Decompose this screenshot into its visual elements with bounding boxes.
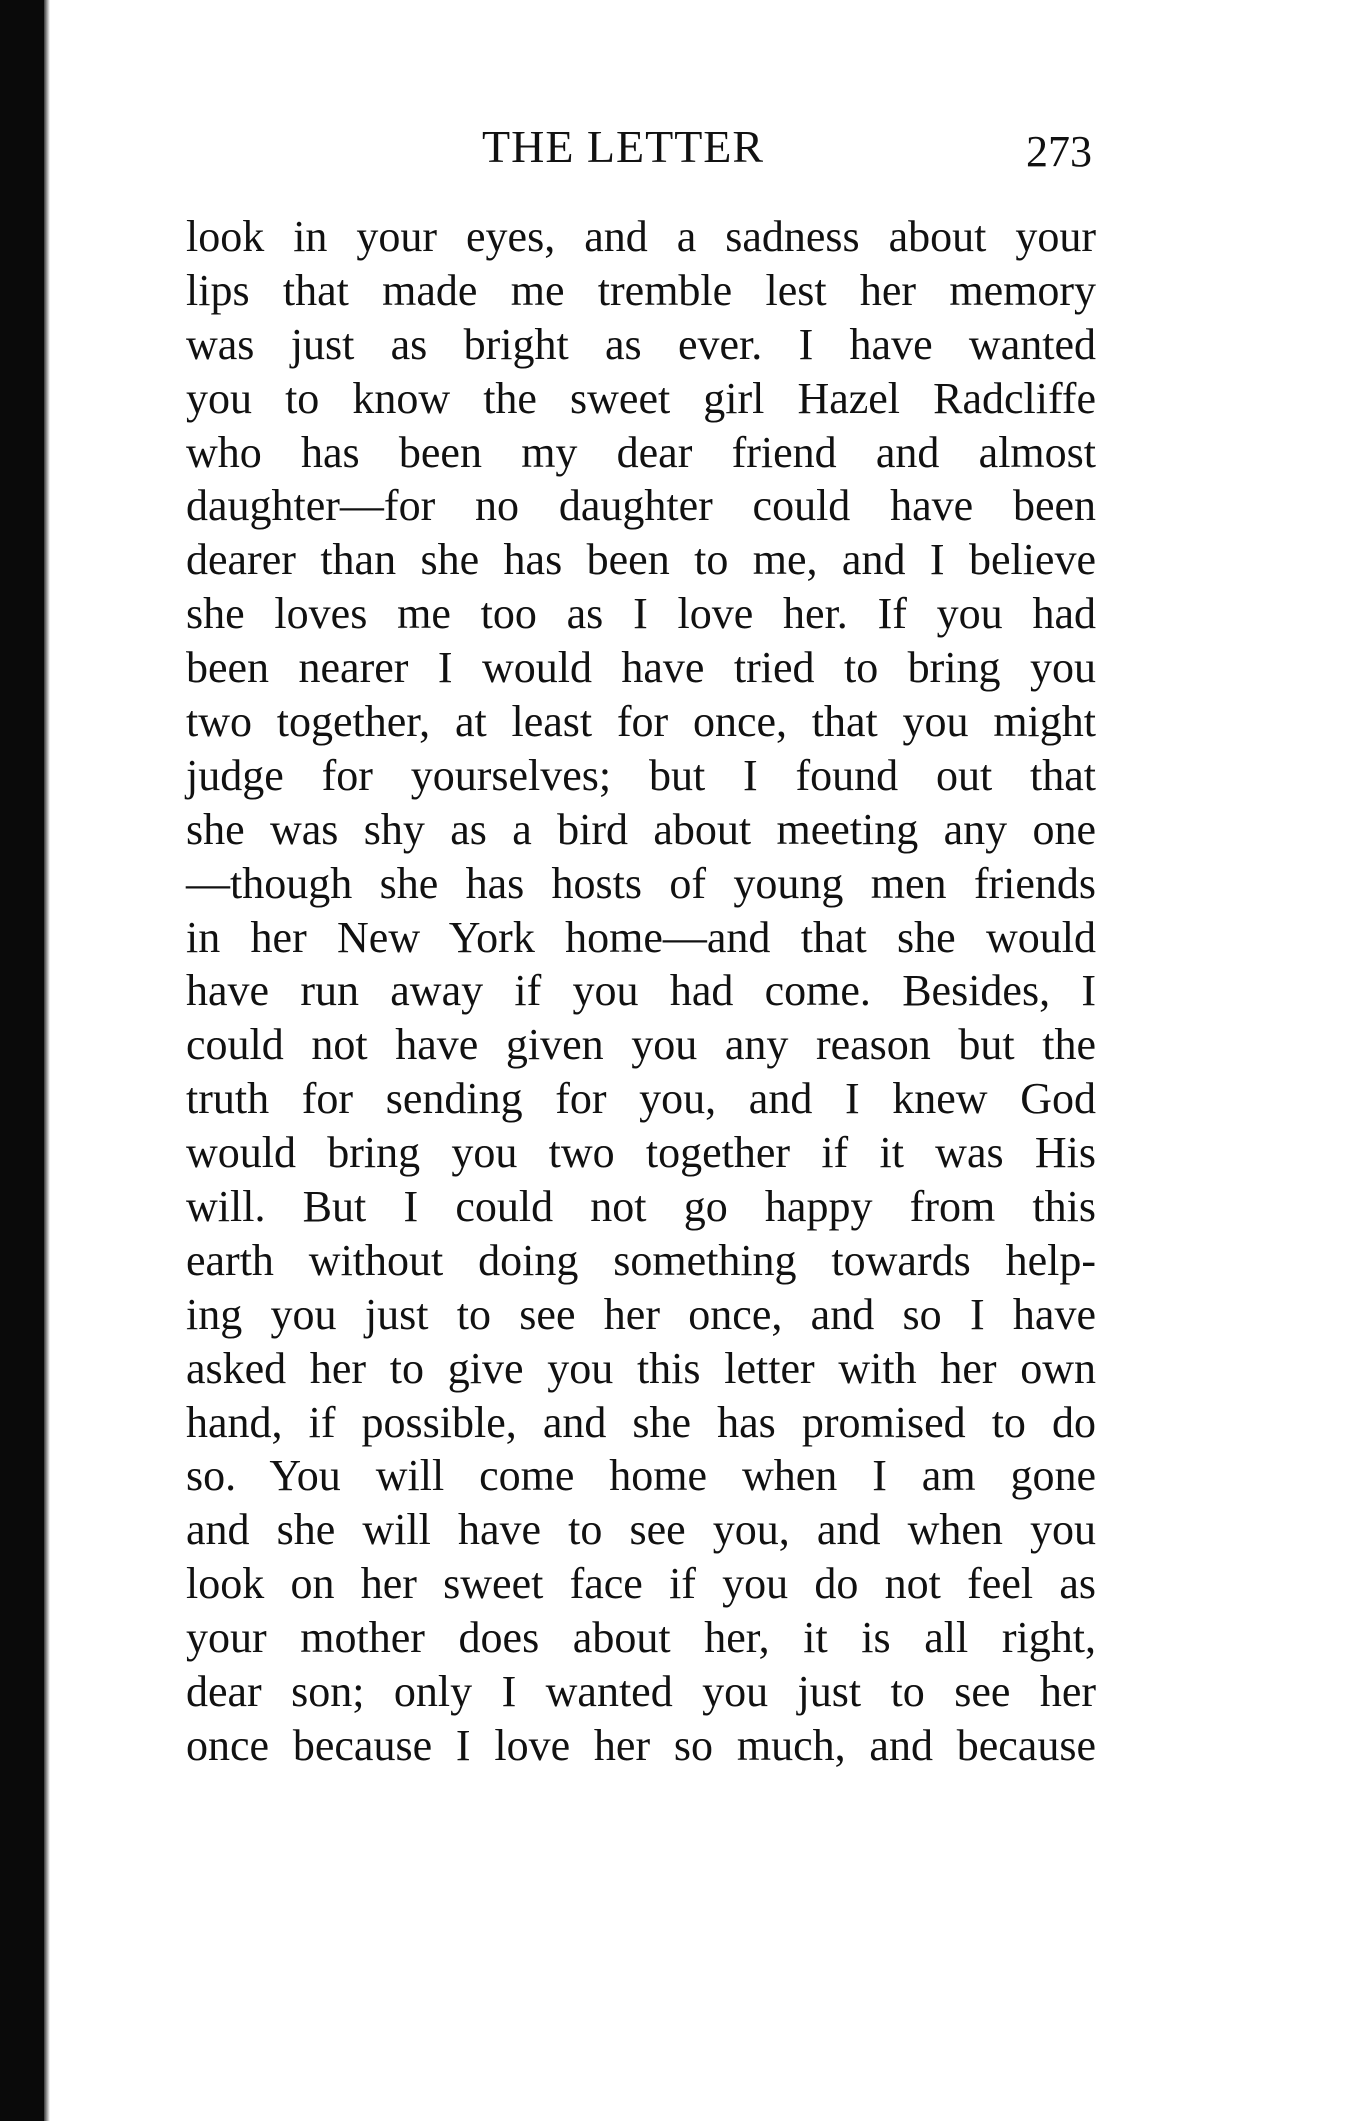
text-line: could not have given you any reason but the <box>186 1020 1096 1070</box>
text-line: you to know the sweet girl Hazel Radcliffe <box>186 373 1096 423</box>
text-line: and she will have to see you, and when you <box>186 1505 1096 1555</box>
running-title: THE LETTER <box>482 121 765 172</box>
text-line: dear son; only I wanted you just to see her <box>186 1667 1096 1717</box>
text-line: she loves me too as I love her. If you had <box>186 589 1096 639</box>
text-line: look in your eyes, and a sadness about your <box>186 212 1096 261</box>
text-line: who has been my dear friend and almost <box>186 427 1096 477</box>
text-line: would bring you two together if it was His <box>186 1128 1096 1178</box>
text-line: been nearer I would have tried to bring you <box>186 643 1096 693</box>
text-line: she was shy as a bird about meeting any one <box>186 804 1096 854</box>
text-line: dearer than she has been to me, and I believe <box>186 535 1096 585</box>
text-line: daughter—for no daughter could have been <box>186 481 1096 531</box>
text-line: asked her to give you this letter with her own <box>186 1343 1096 1393</box>
text-line: have run away if you had come. Besides, I <box>186 966 1096 1016</box>
running-header <box>186 120 1096 180</box>
text-line: your mother does about her, it is all right, <box>186 1613 1096 1663</box>
text-line: ing you just to see her once, and so I have <box>186 1289 1096 1339</box>
page-number: 273 <box>1026 127 1092 176</box>
text-line: was just as bright as ever. I have wanted <box>186 319 1096 369</box>
book-binding-edge <box>44 0 50 2121</box>
text-line: earth without doing something towards help- <box>186 1235 1096 1285</box>
text-line: once because I love her so much, and because <box>186 1720 1096 1770</box>
body-text <box>186 210 1096 1773</box>
text-line: lips that made me tremble lest her memory <box>186 265 1096 315</box>
text-line: two together, at least for once, that you might <box>186 697 1096 747</box>
text-line: truth for sending for you, and I knew God <box>186 1074 1096 1124</box>
text-line: —though she has hosts of young men friends <box>186 858 1096 908</box>
text-line: will. But I could not go happy from this <box>186 1182 1096 1232</box>
text-line: judge for yourselves; but I found out that <box>186 750 1096 800</box>
text-line: so. You will come home when I am gone <box>186 1451 1096 1501</box>
text-line: look on her sweet face if you do not feel as <box>186 1559 1096 1609</box>
text-line: in her New York home—and that she would <box>186 912 1096 962</box>
text-line: hand, if possible, and she has promised to do <box>186 1397 1096 1447</box>
book-binding-shadow <box>0 0 44 2121</box>
